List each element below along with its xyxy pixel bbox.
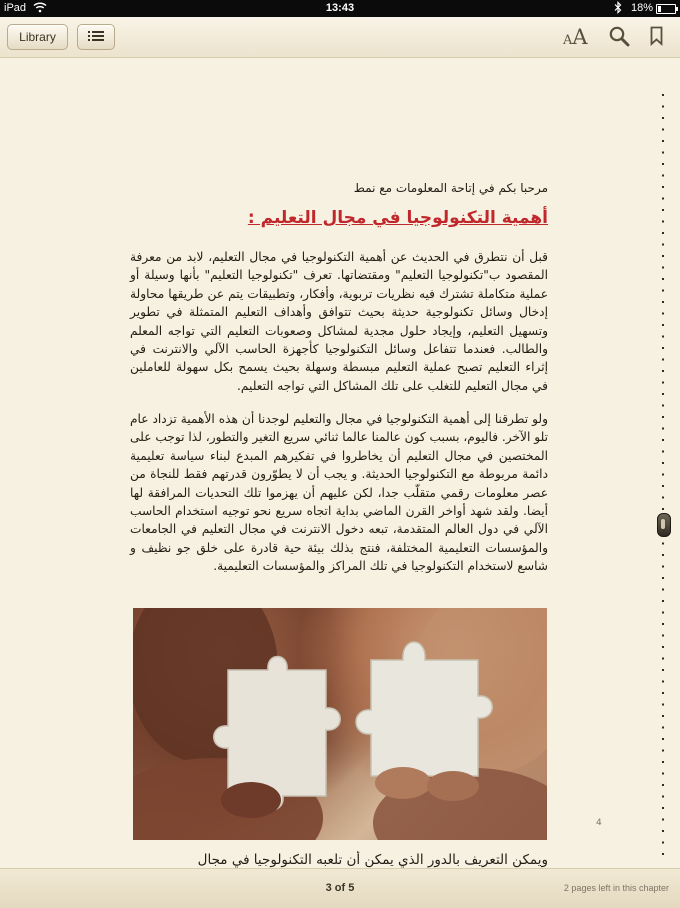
bottom-bar	[0, 868, 680, 908]
puzzle-illustration	[133, 608, 547, 840]
scrubber-handle[interactable]	[657, 513, 671, 537]
font-big-glyph: A	[572, 25, 588, 49]
paragraph-partial: ويمكن التعريف بالدور الذي يمكن أن تلعبه التكنولوجيا في مجال	[197, 852, 548, 868]
battery-icon	[656, 4, 676, 14]
puzzle-pieces-image	[133, 608, 547, 840]
font-size-icon[interactable]	[563, 25, 588, 49]
intro-line: مرحبا بكم في إتاحة المعلومات مع نمط	[353, 181, 548, 195]
bluetooth-icon	[614, 1, 622, 17]
book-page[interactable]	[0, 58, 680, 868]
library-button[interactable]: Library	[7, 24, 68, 50]
paragraph: ولو تطرقنا إلى أهمية التكنولوجيا في مجال والتعليم لوجدنا أن هذه الأهمية تزداد عام تلو الآخر. فاليوم، بسبب كون عالمنا عالما ثنائي سريع التغير والتطور، لذا توجب على المختصين في مجال التعليم أن يخاطروا في تفكيرهم المبدع لبناء سياسة تعليمية دائمة مربوطة مع التكنولوجيا الحديثة. و يجب أن لا يطوّرون قدرتهم فقط للنجاة من عصر معلومات رقمي متقلّب جدا، لكن عليهم أن يهزموا تلك التحديات المرافقة لها أيضا. ولقد شهد أواخر القرن الماضي بداية اتجاه سريع نحو توجيه استخدام الحاسب الآلي في دول العالم المتقدمة، تبعه دخول الانترنت في مجال التعليم في الجامعات والمؤسسات التعليمية المختلفة، فنتج بذلك بيئة حية قادرة على خلق جو نظيف و شاسع لاستخدام التكنولوجيا في تلك المراكز والمؤسسات التعليمية.	[130, 412, 548, 574]
font-small-glyph: A	[563, 33, 573, 48]
chapter-heading: أهمية التكنولوجيا في مجال التعليم :	[247, 208, 548, 228]
bookmark-icon[interactable]	[650, 26, 663, 50]
table-of-contents-button[interactable]	[77, 24, 115, 50]
battery-fill	[658, 6, 661, 12]
reader-toolbar	[0, 17, 680, 58]
page-scrubber[interactable]	[657, 94, 669, 864]
carrier-label: iPad	[4, 2, 27, 14]
status-bar	[0, 0, 680, 17]
page-number: 4	[596, 818, 602, 828]
pages-left-label: 2 pages left in this chapter	[563, 883, 669, 893]
search-icon[interactable]	[609, 26, 630, 51]
list-icon	[88, 30, 104, 45]
scrubber-track[interactable]	[662, 94, 664, 864]
status-time: 13:43	[325, 2, 355, 14]
page-indicator: 3 of 5	[325, 882, 355, 894]
battery-percentage: 18%	[631, 2, 654, 14]
battery-tip	[676, 7, 678, 11]
paragraph: قبل أن نتطرق في الحديث عن أهمية التكنولوجيا في مجال التعليم، لابد من معرفة المقصود ب"تكنولوجيا التعليم" ومقتضاتها. تعرف "تكنولوجيا التعليم" بأنها وسيلة أو عملية متكاملة تشترك فيه نظريات تربوية، وأفكار، وتطبيقات يتم عن طريقها محاولة إدخال وسائل تكنولوجية حديثة بحيث تتوافق وأهداف التعليم المتمثلة في تطوير وتسهيل التعليم، وإيجاد حلول مجدية لمشاكل وصعوبات التعليم التي تواجه المعلم والطالب. فعندما تتفاعل وسائل التكنولوجيا كأجهزة الحاسب الآلي والانترنت في إثراء التعليم تصبح عملية التعليم مبسطة وسهلة بحيث يسمح بكل سهولة للعاملين في مجال التعليم للتغلب على تلك المشاكل التي تواجه التعليم.	[130, 250, 548, 393]
